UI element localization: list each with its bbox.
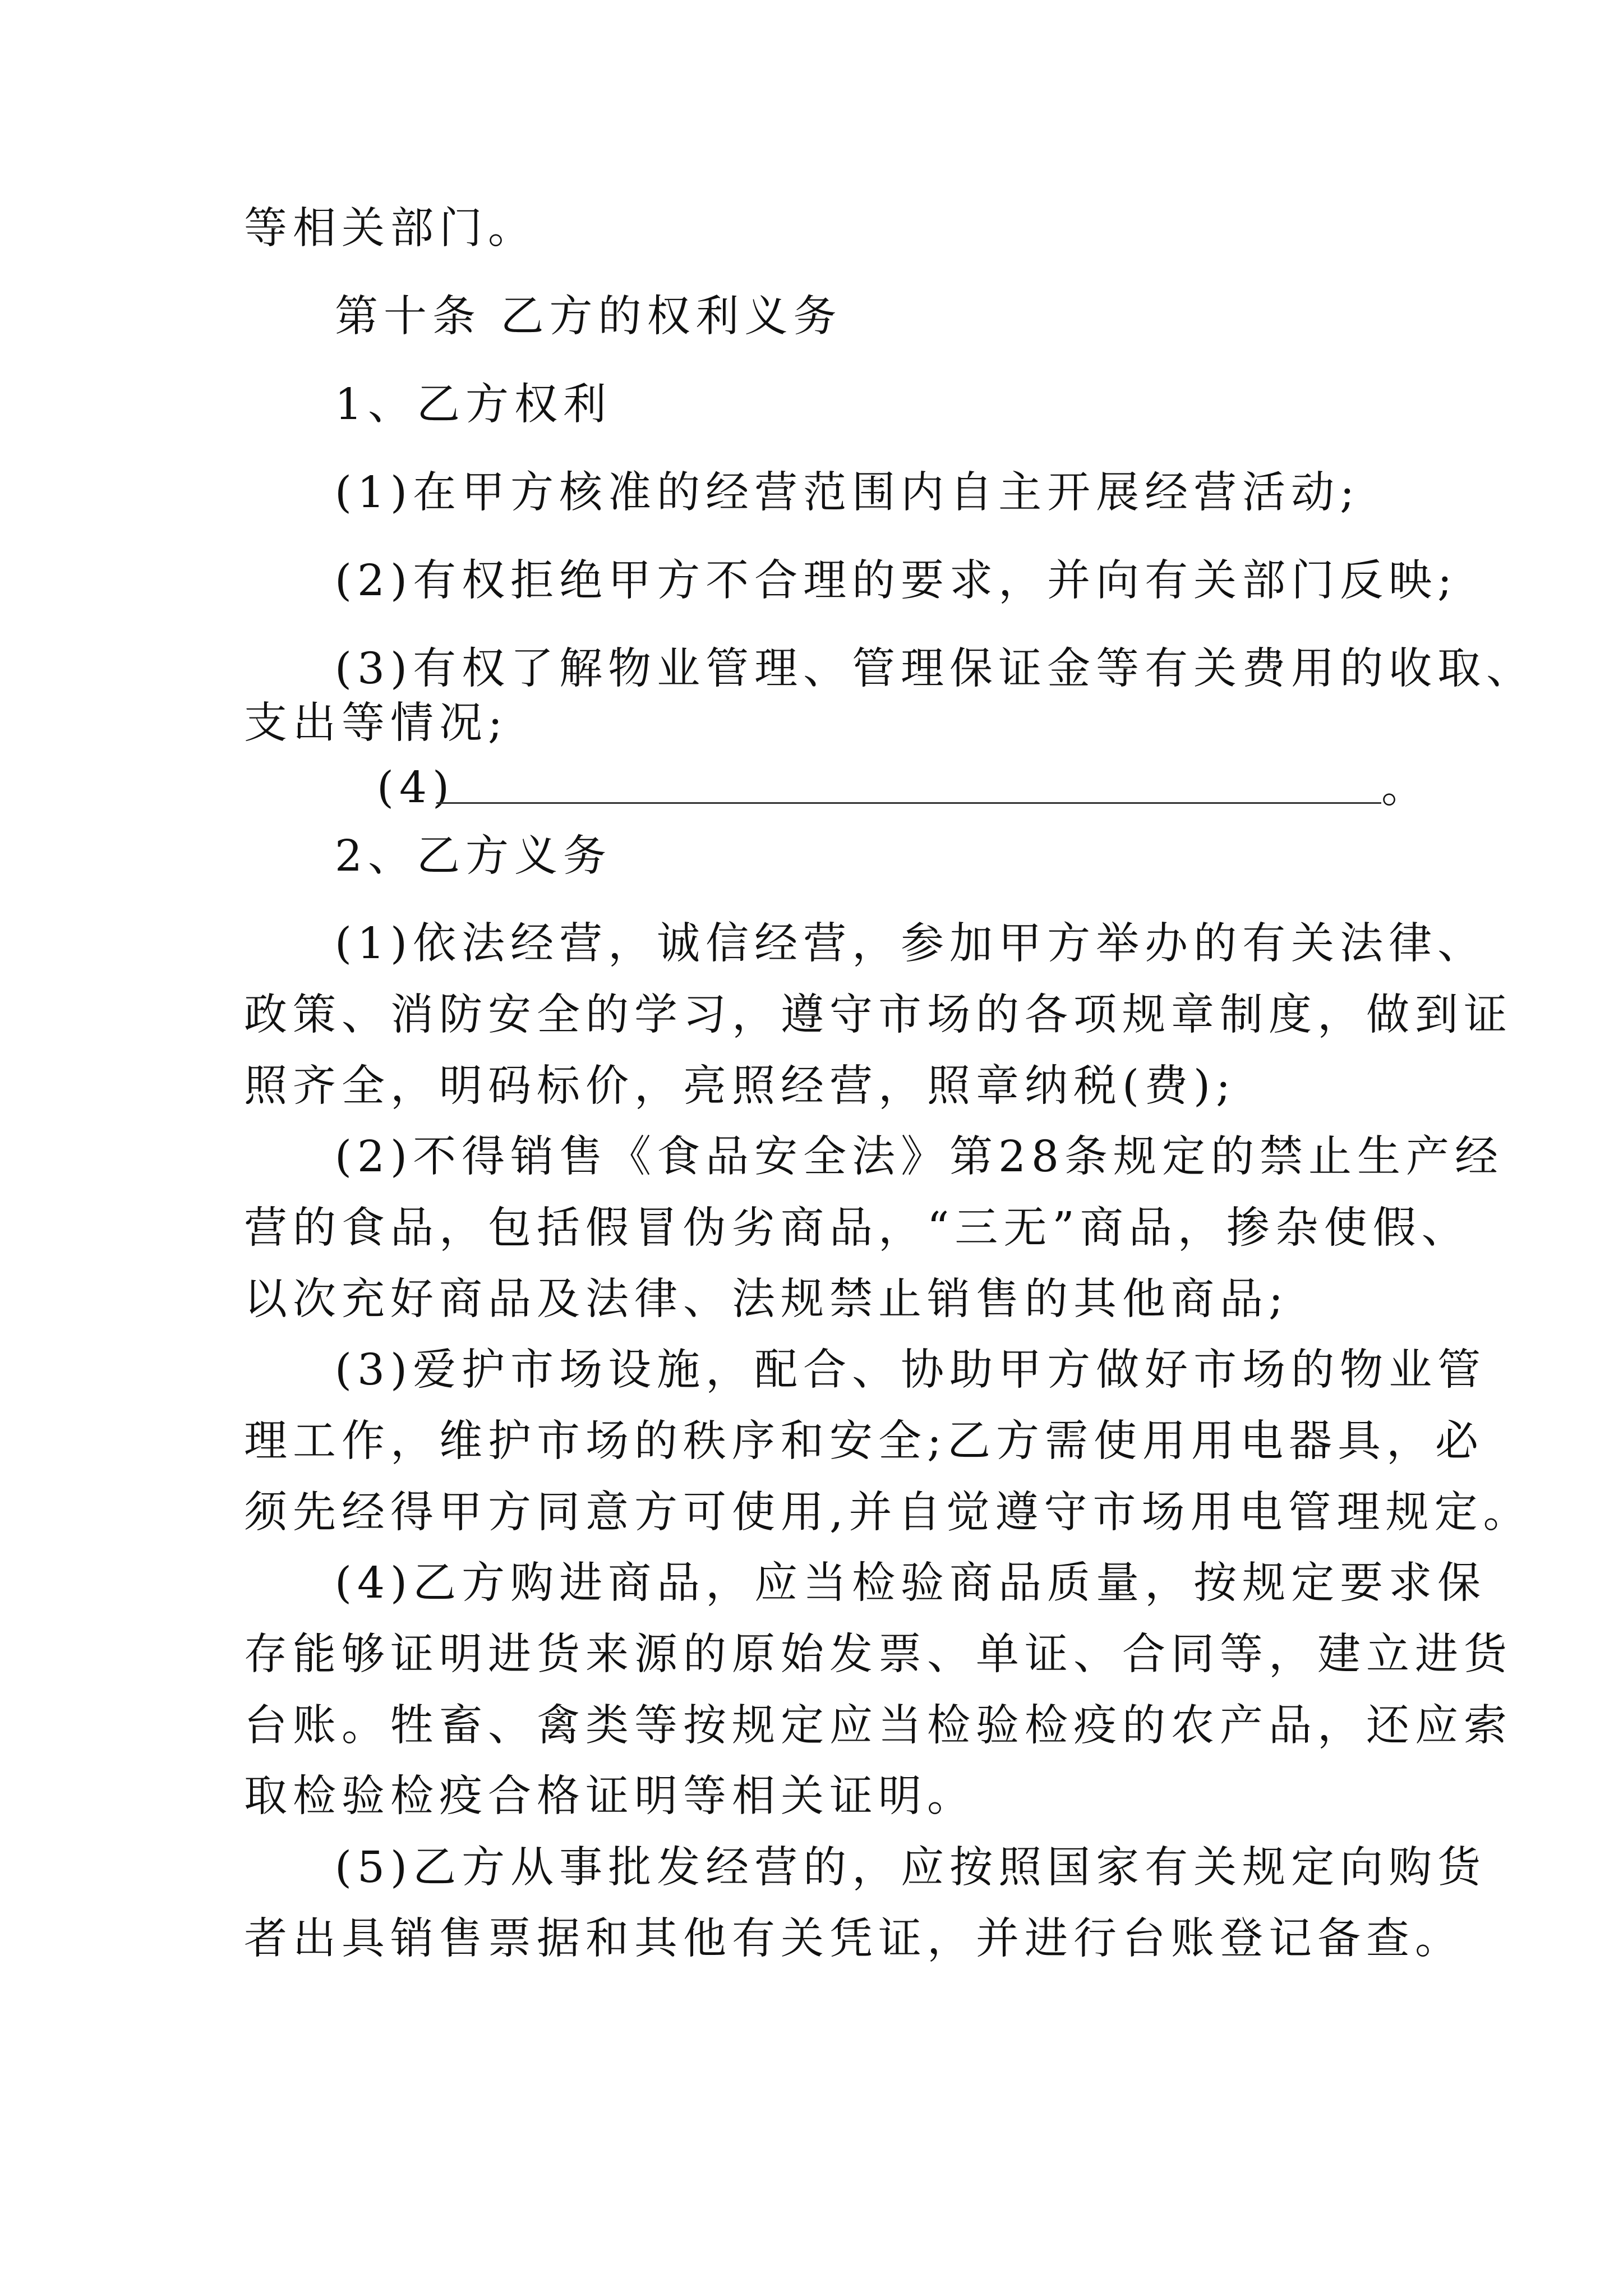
- text-line: 照齐全，明码标价，亮照经营，照章纳税(费);: [244, 1061, 1237, 1111]
- blank-end-mark: 。: [1381, 763, 1430, 813]
- text-line: (2)有权拒绝甲方不合理的要求，并向有关部门反映;: [335, 556, 1458, 606]
- text-line: (4)乙方购进商品，应当检验商品质量，按规定要求保: [335, 1558, 1487, 1608]
- text-line: 政策、消防安全的学习，遵守市场的各项规章制度，做到证: [244, 990, 1513, 1040]
- article-heading: 第十条 乙方的权利义务: [335, 292, 842, 342]
- text-line: 台账。牲畜、禽类等按规定应当检验检疫的农产品，还应索: [244, 1701, 1513, 1751]
- text-line: 营的食品，包括假冒伪劣商品，“三无”商品，掺杂使假、: [244, 1203, 1470, 1253]
- text-line: (1)依法经营，诚信经营，参加甲方举办的有关法律、: [335, 919, 1487, 969]
- text-line: 者出具销售票据和其他有关凭证，并进行台账登记备查。: [244, 1914, 1464, 1964]
- section-heading: 1、乙方权利: [335, 380, 612, 430]
- text-line: 存能够证明进货来源的原始发票、单证、合同等，建立进货: [244, 1630, 1513, 1680]
- text-line: (2)不得销售《食品安全法》第28条规定的禁止生产经: [335, 1132, 1504, 1182]
- text-line: 以次充好商品及法律、法规禁止销售的其他商品;: [244, 1274, 1289, 1324]
- text-line: 取检验检疫合格证明等相关证明。: [244, 1772, 976, 1821]
- text-line: 支出等情况;: [244, 698, 508, 748]
- text-line: 等相关部门。: [244, 204, 537, 254]
- text-line: (3)有权了解物业管理、管理保证金等有关费用的收取、: [335, 644, 1536, 694]
- section-heading: 2、乙方义务: [335, 831, 612, 881]
- item-number: (4): [377, 763, 455, 813]
- text-line: 须先经得甲方同意方可使用,并自觉遵守市场用电管理规定。: [244, 1488, 1532, 1538]
- fill-in-blank: [436, 802, 1381, 804]
- text-line: (3)爱护市场设施，配合、协助甲方做好市场的物业管: [335, 1345, 1487, 1395]
- text-line: (1)在甲方核准的经营范围内自主开展经营活动;: [335, 468, 1361, 518]
- text-line: (5)乙方从事批发经营的，应按照国家有关规定向购货: [335, 1843, 1487, 1893]
- text-line: 理工作，维护市场的秩序和安全;乙方需使用用电器具，必: [244, 1416, 1484, 1466]
